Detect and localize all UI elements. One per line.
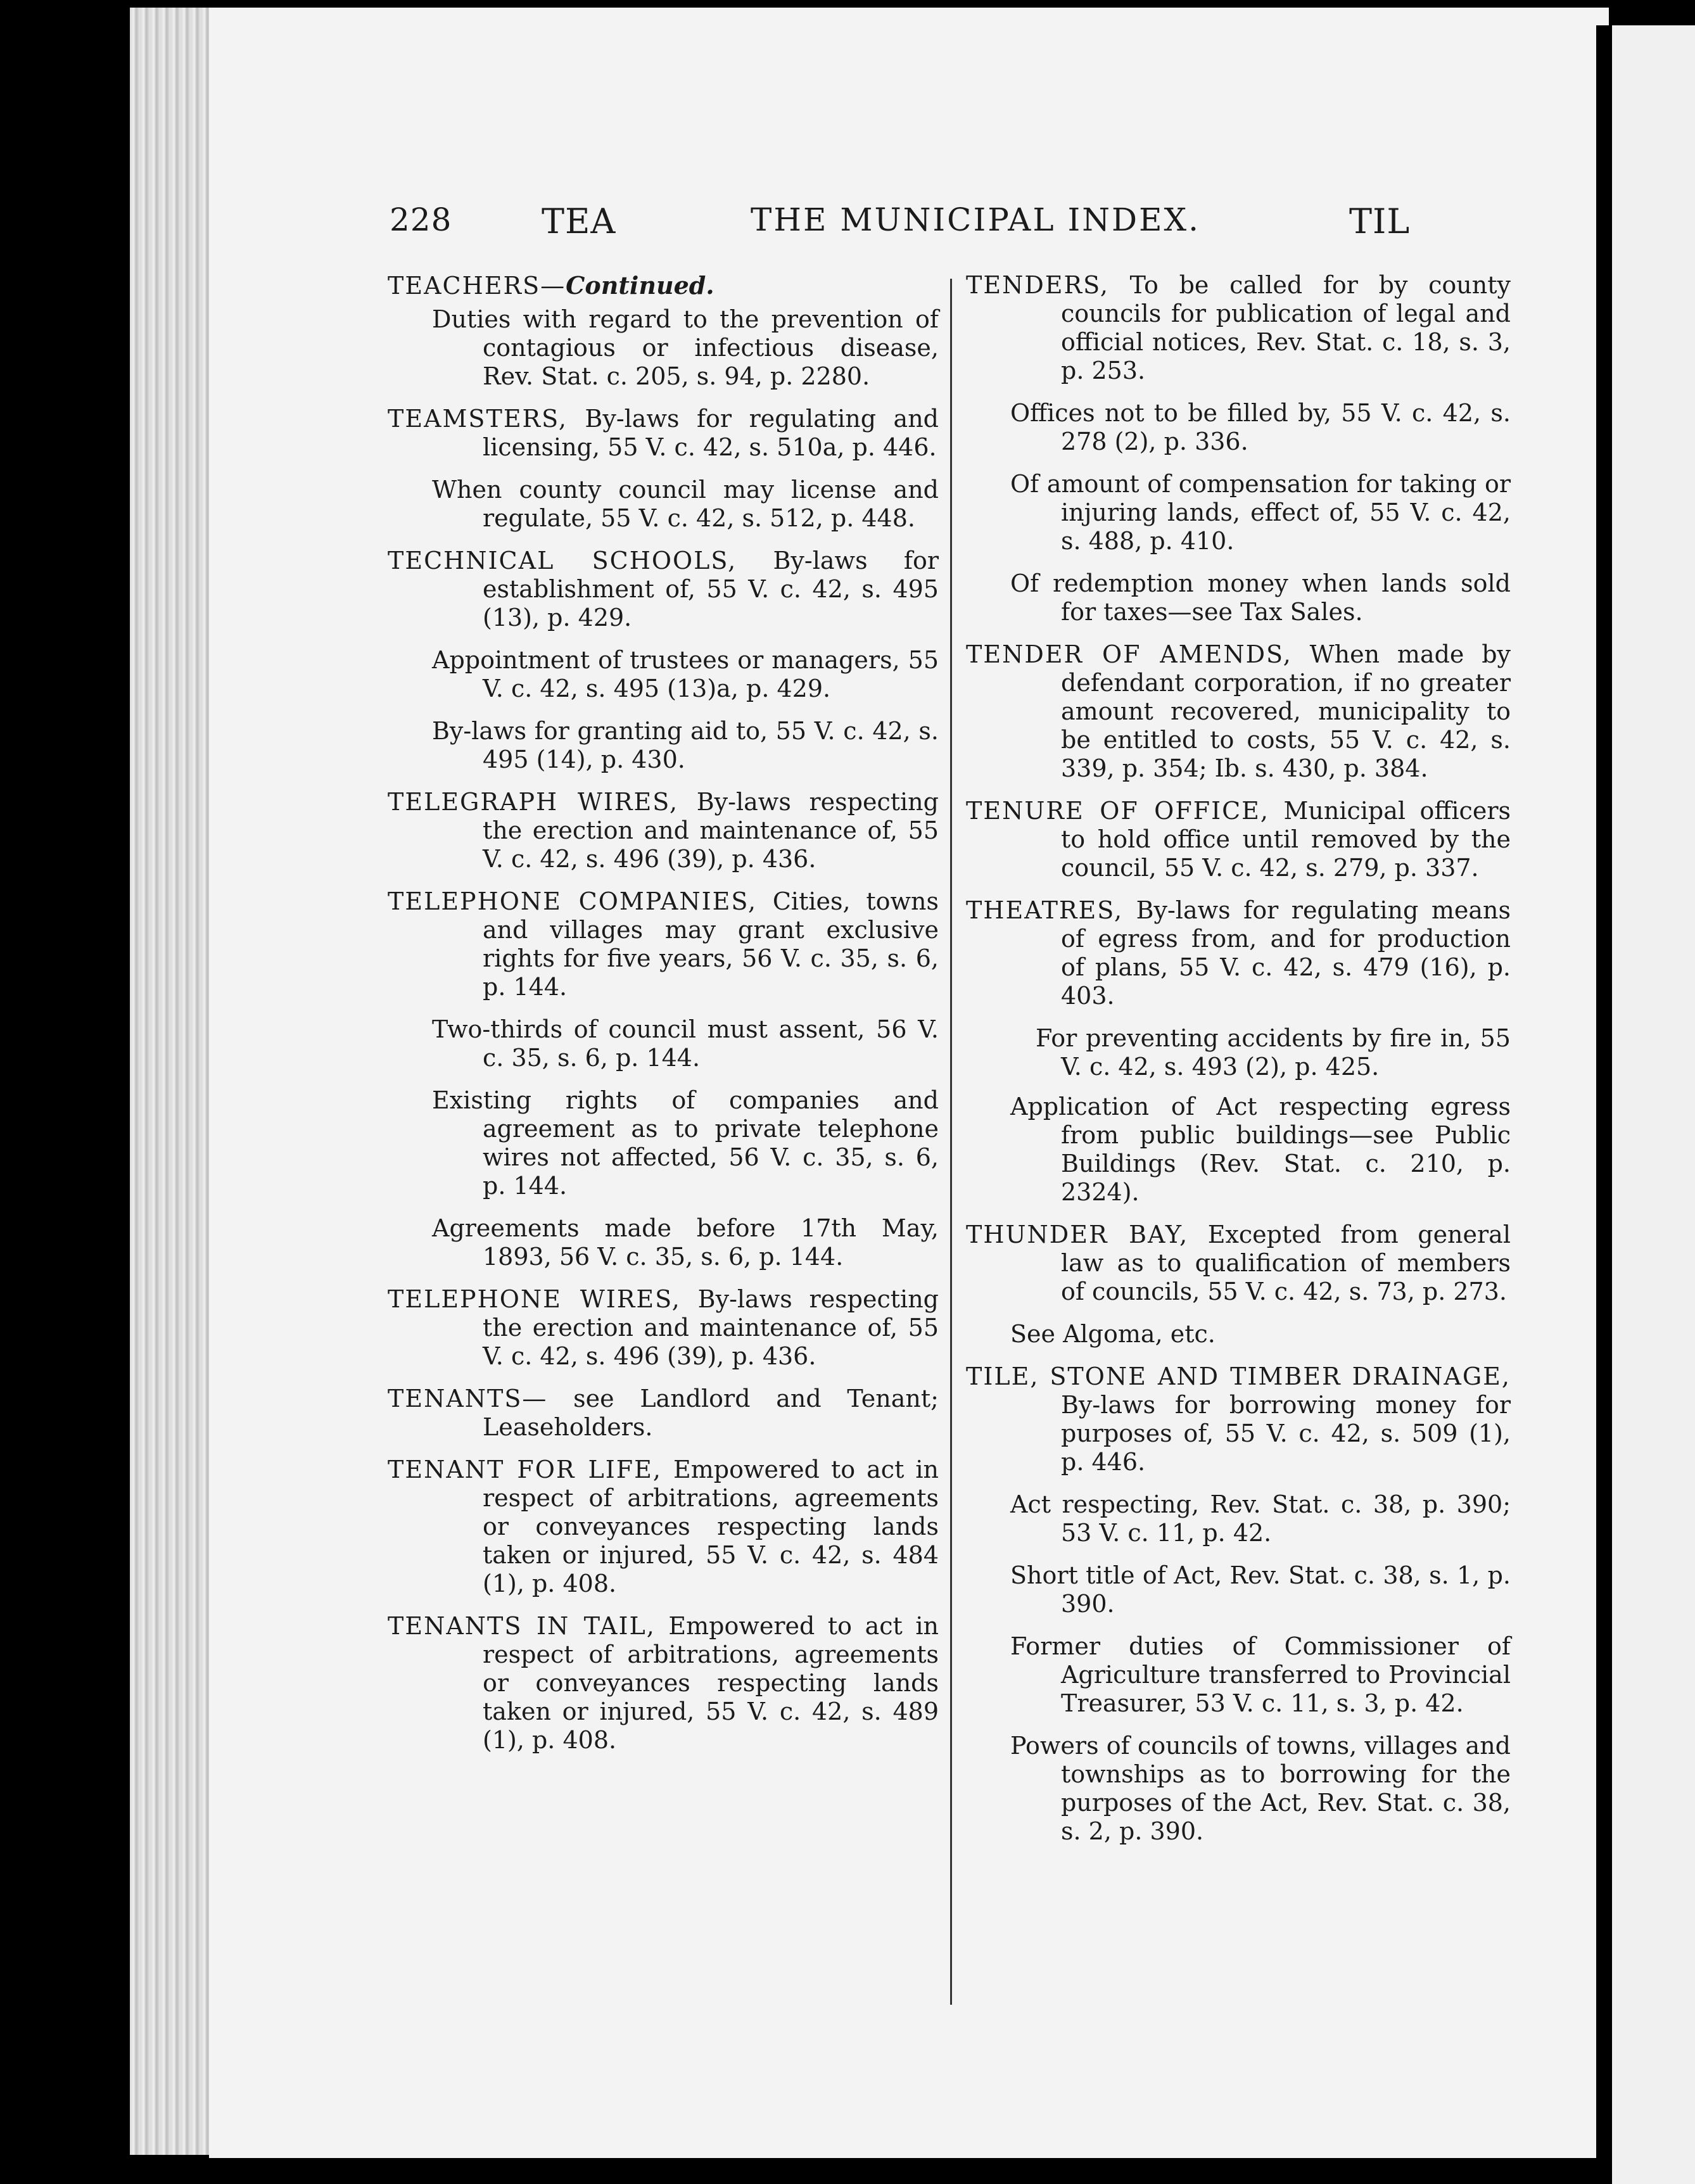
entry-heading: TELEPHONE COMPANIES, (388, 887, 758, 915)
entry-text: When made by defendant corporation, if no greater amount recovered, municipality to be entitled to costs, 55 V. c. 42, s. 339, p. 354; Ib. s. 430, p. 384. (1061, 640, 1511, 782)
index-subentry (966, 1093, 1511, 1207)
index-subentry (966, 1024, 1511, 1081)
entry-heading: TENANTS— (388, 1385, 548, 1413)
index-subentry (966, 399, 1511, 456)
page-number: 228 (390, 201, 452, 238)
entry-heading: TENANTS IN TAIL, (388, 1612, 656, 1640)
running-head (390, 201, 1409, 246)
index-subentry (966, 569, 1511, 626)
facing-page-edge (1612, 25, 1695, 2184)
index-entry (388, 405, 939, 462)
index-entry (388, 547, 939, 632)
entry-text: Cities, towns and villages may grant exclusive rights for five years, 56 V. c. 35, s. 6, p. 144. (483, 887, 939, 1001)
index-entry (966, 1362, 1511, 1476)
entry-text: Former duties of Commissioner of Agriculture transferred to Provincial Treasurer, 53 V. c. 11, s. 3, p. 42. (1010, 1632, 1511, 1717)
index-entry (966, 271, 1511, 385)
entry-heading: TENURE OF OFFICE, (966, 797, 1269, 825)
index-subentry (388, 476, 939, 533)
left-guide-word: TEA (542, 201, 616, 241)
index-subentry (966, 1320, 1511, 1349)
continued-heading (388, 271, 939, 300)
entry-text: To be called for by county councils for publication of legal and official notices, Rev. Stat. c. 18, s. 3, p. 253. (1061, 271, 1511, 384)
entry-text: Excepted from general law as to qualification of members of councils, 55 V. c. 42, s. 73, p. 273. (1061, 1221, 1511, 1305)
right-guide-word: TIL (1349, 201, 1411, 241)
index-entry (388, 1612, 939, 1755)
index-subentry (388, 1214, 939, 1271)
entry-text: see Landlord and Tenant; Leaseholders. (483, 1385, 939, 1441)
index-entry (388, 788, 939, 873)
entry-text: By-laws for establishment of, 55 V. c. 42, s. 495 (13), p. 429. (483, 547, 939, 632)
entry-heading: TECHNICAL SCHOOLS, (388, 547, 737, 575)
index-subentry (966, 1561, 1511, 1618)
entry-heading: TENANT FOR LIFE, (388, 1456, 662, 1483)
index-entry (966, 896, 1511, 1010)
entry-text: For preventing accidents by fire in, 55 V. c. 42, s. 493 (2), p. 425. (1036, 1024, 1511, 1081)
index-entry (966, 640, 1511, 783)
entry-text: When county council may license and regulate, 55 V. c. 42, s. 512, p. 448. (432, 476, 939, 532)
entry-text: Duties with regard to the prevention of contagious or infectious disease, Rev. Stat. c. 205, s. 94, p. 2280. (432, 305, 939, 390)
entry-text: Of amount of compensation for taking or injuring lands, effect of, 55 V. c. 42, s. 488, p. 410. (1010, 470, 1511, 555)
index-entry (388, 1285, 939, 1371)
entry-text: Empowered to act in respect of arbitrations, agreements or conveyances respecting lands taken or injured, 55 V. c. 42, s. 484 (1), p. 408. (483, 1456, 939, 1597)
entry-heading: TELEGRAPH WIRES, (388, 788, 679, 816)
left-column (388, 271, 939, 1768)
entry-heading: TENDERS, (966, 271, 1109, 299)
book-gutter (1596, 25, 1613, 2179)
column-rule (950, 279, 952, 2005)
entry-heading: TELEPHONE WIRES, (388, 1285, 681, 1313)
entry-heading: TILE, STONE AND TIMBER DRAINAGE, (966, 1362, 1511, 1390)
entry-text: Agreements made before 17th May, 1893, 56 V. c. 35, s. 6, p. 144. (432, 1214, 939, 1271)
entry-text: Offices not to be filled by, 55 V. c. 42, s. 278 (2), p. 336. (1010, 399, 1511, 455)
index-entry (966, 797, 1511, 882)
left-entries (388, 305, 939, 1755)
index-subentry (966, 1732, 1511, 1846)
page-title: THE MUNICIPAL INDEX. (751, 201, 1201, 238)
index-entry (966, 1221, 1511, 1306)
entry-text: Empowered to act in respect of arbitrations, agreements or conveyances respecting lands taken or injured, 55 V. c. 42, s. 489 (1), p. 408. (483, 1612, 939, 1754)
entry-text: By-laws for regulating means of egress from, and for production of plans, 55 V. c. 42, s. 479 (16), p. 403. (1061, 896, 1511, 1010)
right-column (966, 271, 1511, 1860)
entry-text: Existing rights of companies and agreement as to private telephone wires not affected, 56 V. c. 35, s. 6, p. 144. (432, 1086, 939, 1200)
entry-text: Short title of Act, Rev. Stat. c. 38, s. 1, p. 390. (1010, 1561, 1511, 1618)
entry-text: By-laws for borrowing money for purposes of, 55 V. c. 42, s. 509 (1), p. 446. (1061, 1391, 1511, 1476)
continued-marker: Continued. (566, 271, 714, 300)
index-subentry (388, 646, 939, 703)
entry-text: By-laws respecting the erection and maintenance of, 55 V. c. 42, s. 496 (39), p. 436. (483, 788, 939, 873)
index-subentry (388, 717, 939, 774)
entry-text: By-laws respecting the erection and maintenance of, 55 V. c. 42, s. 496 (39), p. 436. (483, 1285, 939, 1370)
index-subentry (966, 1632, 1511, 1718)
entry-text: See Algoma, etc. (1010, 1320, 1216, 1348)
entry-heading: TENDER OF AMENDS, (966, 640, 1292, 668)
index-entry (388, 1456, 939, 1598)
index-subentry (388, 1015, 939, 1072)
index-subentry (966, 470, 1511, 556)
right-entries (966, 271, 1511, 1846)
book-page-edges (130, 8, 219, 2155)
entry-text: Of redemption money when lands sold for taxes—see Tax Sales. (1010, 569, 1511, 626)
index-subentry (966, 1490, 1511, 1547)
index-subentry (388, 305, 939, 391)
index-entry (388, 887, 939, 1001)
entry-text: Powers of councils of towns, villages and townships as to borrowing for the purposes of the Act, Rev. Stat. c. 38, s. 2, p. 390. (1010, 1732, 1511, 1845)
entry-heading: THUNDER BAY, (966, 1221, 1189, 1248)
entry-text: Two-thirds of council must assent, 56 V. c. 35, s. 6, p. 144. (432, 1015, 939, 1072)
index-entry (388, 1385, 939, 1442)
index-subentry (388, 1086, 939, 1200)
entry-text: By-laws for granting aid to, 55 V. c. 42, s. 495 (14), p. 430. (432, 717, 939, 773)
entry-heading: TEAMSTERS, (388, 405, 568, 433)
continued-heading-label: TEACHERS— (388, 272, 566, 300)
entry-text: By-laws for regulating and licensing, 55 V. c. 42, s. 510a, p. 446. (483, 405, 939, 461)
entry-text: Act respecting, Rev. Stat. c. 38, p. 390; 53 V. c. 11, p. 42. (1010, 1490, 1511, 1547)
entry-text: Appointment of trustees or managers, 55 V. c. 42, s. 495 (13)a, p. 429. (432, 646, 939, 702)
entry-text: Application of Act respecting egress from public buildings—see Public Buildings (Rev. Stat. c. 210, p. 2324). (1010, 1093, 1511, 1206)
entry-text: Municipal officers to hold office until removed by the council, 55 V. c. 42, s. 279, p. 337. (1061, 797, 1511, 882)
entry-heading: THEATRES, (966, 896, 1124, 924)
